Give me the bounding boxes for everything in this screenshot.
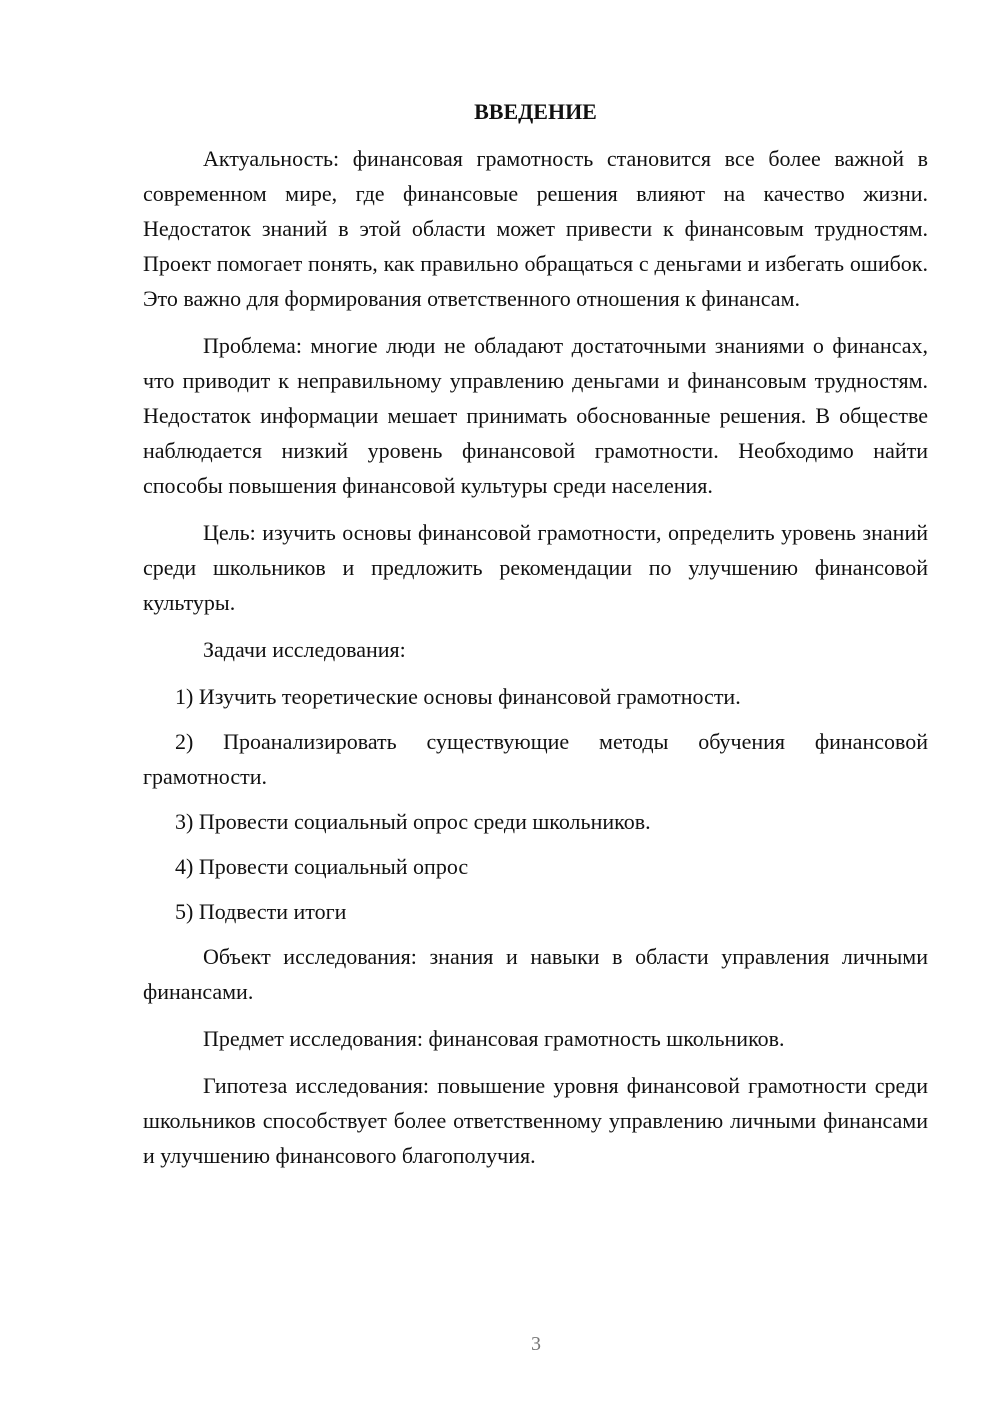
page-title: ВВЕДЕНИЕ [474,99,597,124]
tasks-heading: Задачи исследования: [203,637,406,662]
task-item: 2) Проанализировать существующие методы обучения финансовой грамотности. [143,729,928,789]
object-paragraph: Объект исследования: знания и навыки в области управления личными финансами. [143,944,928,1004]
page-number: 3 [531,1333,541,1355]
page-content [143,94,928,1185]
subject-paragraph: Предмет исследования: финансовая грамотность школьников. [203,1026,785,1051]
task-item: 5) Подвести итоги [175,899,347,924]
hypothesis-paragraph: Гипотеза исследования: повышение уровня финансовой грамотности среди школьников способствует более ответственному управлению личными финансами и улучшению финансового благополучия. [143,1073,928,1168]
task-item: 3) Провести социальный опрос среди школьников. [175,809,651,834]
goal-paragraph: Цель: изучить основы финансовой грамотности, определить уровень знаний среди школьников и предложить рекомендации по улучшению финансовой культуры. [143,520,928,615]
task-item: 4) Провести социальный опрос [175,854,469,879]
relevance-paragraph: Актуальность: финансовая грамотность становится все более важной в современном мире, где финансовые решения влияют на качество жизни. Недостаток знаний в этой области может привести к финансовым трудностям. Проект помогает понять, как правильно обращаться с деньгами и избегать ошибок. Это важно для формирования ответственного отношения к финансам. [143,146,928,311]
task-item: 1) Изучить теоретические основы финансовой грамотности. [175,684,741,709]
problem-paragraph: Проблема: многие люди не обладают достаточными знаниями о финансах, что приводит к неправильному управлению деньгами и финансовым трудностям. Недостаток информации мешает принимать обоснованные решения. В обществе наблюдается низкий уровень финансовой грамотности. Необходимо найти способы повышения финансовой культуры среди населения. [143,333,928,498]
